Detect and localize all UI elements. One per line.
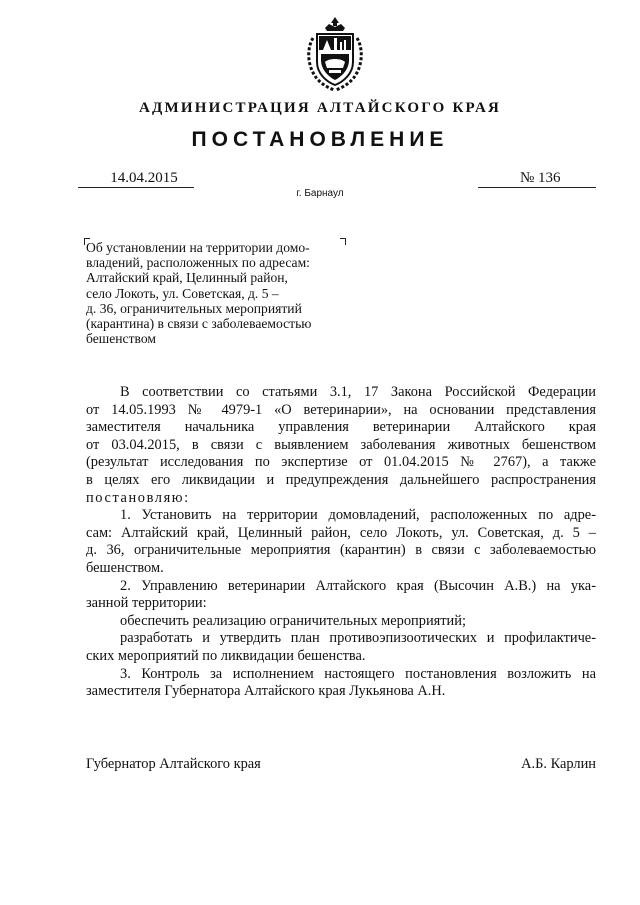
- subject-line: владений, расположенных по адресам:: [86, 255, 310, 271]
- subject-line: село Локоть, ул. Советская, д. 5 –: [86, 285, 279, 301]
- signer-name: А.Б. Карлин: [521, 756, 596, 772]
- body-line: ских мероприятий по ликвидации бешенства.: [86, 647, 366, 664]
- organization-name: АДМИНИСТРАЦИЯ АЛТАЙСКОГО КРАЯ: [138, 100, 502, 116]
- subject-line: (карантина) в связи с заболеваемостью: [86, 316, 312, 332]
- signer-title: Губернатор Алтайского края: [86, 756, 261, 772]
- body-line: в целях его ликвидации и предупреждения дальнейшего распространения: [86, 471, 596, 488]
- preamble-paragraph: [86, 384, 596, 507]
- coat-of-arms-icon: [303, 14, 367, 94]
- body-line: обеспечить реализацию ограничительных мероприятий;: [120, 612, 466, 629]
- document-date: 14.04.2015: [110, 170, 178, 186]
- body-line: сам: Алтайский край, Целинный район, село Локоть, ул. Советская, д. 5 –: [86, 524, 596, 541]
- item-1-paragraph: [86, 507, 596, 577]
- document-number: № 136: [520, 170, 561, 186]
- body-line: 3. Контроль за исполнением настоящего постановления возложить на: [120, 665, 596, 682]
- body-line: (результат исследования по экспертизе от 01.04.2015 № 2767), а также: [86, 454, 596, 471]
- item-3-paragraph: [86, 666, 596, 701]
- body-line: от 14.05.1993 № 4979-1 «О ветеринарии», на основании представления: [86, 401, 596, 418]
- body-line: разработать и утвердить план противоэпизоотических и профилактиче-: [120, 630, 596, 647]
- document-type: ПОСТАНОВЛЕНИЕ: [191, 128, 449, 151]
- subject-line: д. 36, ограничительных мероприятий: [86, 300, 302, 316]
- item-2a-paragraph: [86, 613, 596, 631]
- body-line: д. 36, ограничительные мероприятия (карантин) в связи с заболеваемостью: [86, 542, 596, 559]
- body-line: занной территории:: [86, 595, 207, 612]
- subject-line: бешенством: [86, 331, 156, 347]
- body-line: 2. Управлению ветеринарии Алтайского края (Высочин А.В.) на ука-: [120, 577, 596, 594]
- body-line: от 03.04.2015, в связи с выявлением заболевания животных бешенством: [86, 436, 596, 453]
- city-name: г. Барнаул: [296, 188, 344, 199]
- subject-line: Об установлении на территории домо-: [86, 240, 310, 255]
- item-2b-paragraph: [86, 630, 596, 665]
- body-line: 1. Установить на территории домовладений, расположенных по адре-: [120, 507, 596, 524]
- document-subject: [86, 240, 348, 346]
- body-line: заместителя начальника управления ветеринарии Алтайского края: [86, 419, 596, 436]
- body-line: В соответствии со статьями 3.1, 17 Закона Российской Федерации: [120, 384, 596, 400]
- resolve-word: постановляю:: [86, 489, 190, 506]
- subject-line: Алтайский край, Целинный район,: [86, 270, 288, 286]
- item-2-paragraph: [86, 578, 596, 613]
- document-body: [86, 384, 596, 701]
- body-line: бешенством.: [86, 559, 164, 576]
- body-line: заместителя Губернатора Алтайского края Лукьянова А.Н.: [86, 683, 446, 700]
